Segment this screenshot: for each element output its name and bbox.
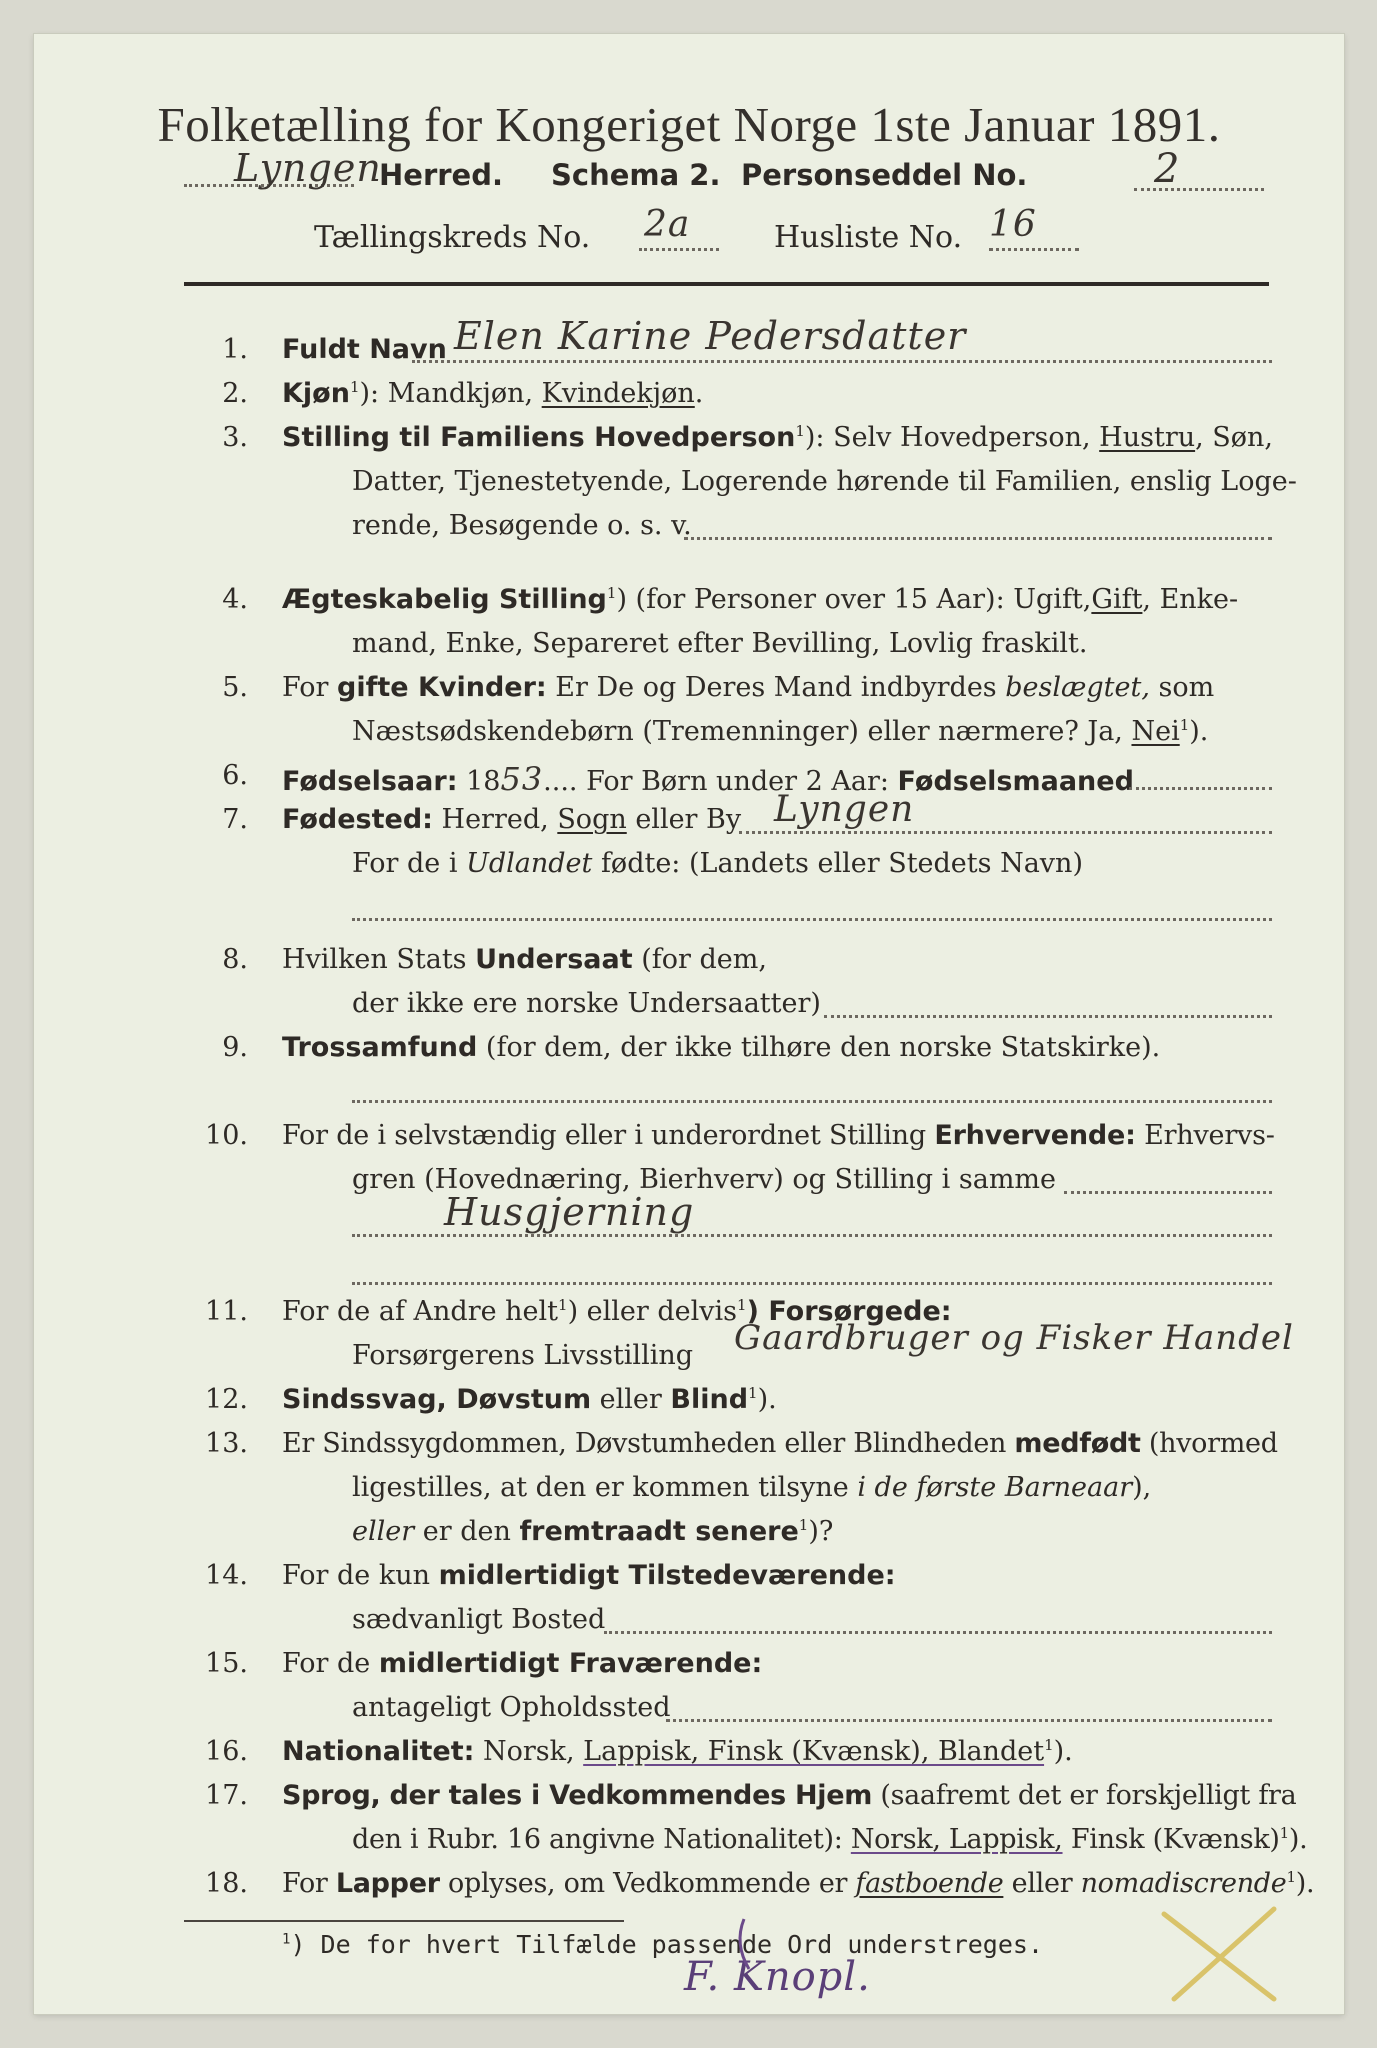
disability-end: ). bbox=[757, 1384, 777, 1415]
blind-label: Blind bbox=[670, 1384, 749, 1415]
personseddel-label: Personseddel No. bbox=[741, 158, 1028, 192]
married-end: ). bbox=[1189, 716, 1209, 747]
sex-selected: Kvindekjøn bbox=[541, 378, 695, 409]
item-number: 4. bbox=[222, 584, 248, 615]
usual-residence-dots bbox=[604, 1631, 1272, 1634]
schema-label: Schema 2. bbox=[551, 158, 721, 192]
footnote-ref: 1 bbox=[1279, 1824, 1289, 1842]
probable-stay-dots bbox=[666, 1719, 1272, 1722]
sami-settled: fastboende bbox=[855, 1868, 1004, 1899]
item-number: 12. bbox=[205, 1384, 248, 1415]
item-number: 6. bbox=[222, 760, 248, 791]
sami-nomadic: nomadiscrende bbox=[1080, 1868, 1287, 1899]
married-prefix: For bbox=[282, 672, 338, 703]
husliste-label: Husliste No. bbox=[774, 220, 963, 255]
item-number: 14. bbox=[205, 1560, 248, 1591]
name-dots bbox=[412, 360, 1272, 363]
item-number: 7. bbox=[222, 804, 248, 835]
occupation-dots-3 bbox=[352, 1282, 1272, 1285]
language-label: Sprog, der tales i Vedkommendes Hjem bbox=[282, 1780, 873, 1811]
form-title: Folketælling for Kongeriget Norge 1ste Januar 1891. bbox=[157, 97, 1221, 152]
or-word: eller bbox=[352, 1516, 415, 1547]
item-number: 8. bbox=[222, 944, 248, 975]
abroad-prefix: For de i bbox=[352, 848, 467, 879]
citizenship-dots bbox=[824, 1015, 1272, 1018]
nationality-end: ). bbox=[1053, 1736, 1073, 1767]
language-line-2 bbox=[352, 1824, 1307, 1855]
cross-mark-icon bbox=[1154, 1904, 1294, 2004]
citizenship-label: Undersaat bbox=[475, 944, 633, 975]
item-number: 16. bbox=[205, 1736, 248, 1767]
birthplace-value: Lyngen bbox=[774, 789, 915, 830]
religion-text: (for dem, der ikke tilhøre den norske Statskirke). bbox=[477, 1032, 1161, 1063]
birth-year-value: 53 bbox=[500, 760, 544, 798]
birthplace-label: Fødested: bbox=[282, 804, 433, 835]
married-text-end: som bbox=[1149, 672, 1215, 703]
temporary-absent-prefix: For de bbox=[282, 1648, 379, 1679]
item-number: 17. bbox=[205, 1780, 248, 1811]
early-childhood: i de første Barneaar bbox=[857, 1472, 1133, 1503]
item-number: 11. bbox=[205, 1296, 248, 1327]
item-number: 3. bbox=[222, 422, 248, 453]
congenital-line-2 bbox=[352, 1472, 1151, 1503]
congenital-text-3: er den bbox=[414, 1516, 520, 1547]
footnote-ref: 1 bbox=[798, 1516, 809, 1534]
birth-year-prefix: 18 bbox=[457, 766, 501, 797]
sex-label: Kjøn bbox=[282, 378, 350, 409]
abroad-text: fødte: (Landets eller Stedets Navn) bbox=[592, 848, 1083, 879]
item-number: 2. bbox=[222, 378, 248, 409]
congenital-text: (hvormed bbox=[1140, 1428, 1278, 1459]
kreds-dots bbox=[639, 248, 719, 251]
occupation-dots-2 bbox=[352, 1234, 1272, 1237]
sami-or: eller bbox=[1003, 1868, 1081, 1899]
temporary-present-label: midlertidigt Tilstedeværende: bbox=[438, 1560, 896, 1591]
husliste-value: 16 bbox=[989, 204, 1037, 245]
birthplace-line-2 bbox=[352, 848, 1083, 879]
occupation-text: Erhvervs- bbox=[1135, 1120, 1275, 1151]
occupation-label: Erhvervende: bbox=[934, 1120, 1136, 1151]
citizenship-line-2: der ikke ere norske Undersaatter) bbox=[352, 988, 821, 1019]
sami-text: oplyses, om Vedkommende er bbox=[439, 1868, 856, 1899]
married-text: Er De og Deres Mand indbyrdes bbox=[546, 672, 1006, 703]
birthplace-text: Herred, bbox=[432, 804, 558, 835]
nationality-selected: Lappisk, Finsk (Kvænsk), Blandet bbox=[583, 1736, 1045, 1767]
citizenship-text: (for dem, bbox=[632, 944, 767, 975]
disability-text: eller bbox=[591, 1384, 671, 1415]
census-form bbox=[34, 34, 1344, 2014]
header-rule bbox=[184, 282, 1269, 286]
footnote-ref: 1 bbox=[795, 422, 805, 440]
full-name-value: Elen Karine Pedersdatter bbox=[454, 314, 967, 358]
occupation-value: Husgjerning bbox=[444, 1190, 695, 1234]
footnote-rule bbox=[184, 1920, 624, 1922]
relation-dots bbox=[684, 537, 1272, 540]
probable-stay-label: antageligt Opholdssted bbox=[352, 1692, 671, 1723]
item-number: 18. bbox=[205, 1868, 248, 1899]
birth-month-dots bbox=[1129, 787, 1272, 790]
congenital-line-3 bbox=[352, 1516, 833, 1547]
footnote-ref: 1 bbox=[349, 378, 360, 396]
herred-value: Lyngen bbox=[234, 146, 382, 190]
item-number: 1. bbox=[222, 334, 248, 365]
religion-dots bbox=[352, 1100, 1272, 1103]
language-text-2: den i Rubr. 16 angivne Nationalitet): bbox=[352, 1824, 851, 1855]
provided-label: ) Forsørgede: bbox=[746, 1296, 952, 1327]
personseddel-value: 2 bbox=[1154, 146, 1181, 192]
temporary-present-prefix: For de kun bbox=[282, 1560, 439, 1591]
marital-line-2: mand, Enke, Separeret efter Bevilling, Lovlig fraskilt. bbox=[352, 628, 1088, 659]
footnote-ref: 1 bbox=[1286, 1868, 1296, 1886]
married-related: beslægtet, bbox=[1005, 672, 1150, 703]
full-name-label: Fuldt Navn bbox=[282, 334, 447, 365]
relation-line-3: rende, Besøgende o. s. v. bbox=[352, 510, 692, 541]
disability-label: Sindssvag, Døvstum bbox=[282, 1384, 592, 1415]
footnote-text: ) De for hvert Tilfælde passende Ord understreges. bbox=[290, 1930, 1044, 1959]
nationality-options: Norsk, bbox=[474, 1736, 584, 1767]
relation-selected: Hustru bbox=[1099, 422, 1196, 453]
birth-year-label: Fødselsaar: bbox=[282, 766, 458, 797]
footnote-ref: 1 bbox=[737, 1296, 747, 1314]
item-number: 13. bbox=[205, 1428, 248, 1459]
abroad-word: Udlandet bbox=[466, 848, 593, 879]
kreds-label: Tællingskreds No. bbox=[314, 220, 591, 255]
congenital-prefix: Er Sindssygdommen, Døvstumheden eller Blindheden bbox=[282, 1428, 1015, 1459]
usual-residence-label: sædvanligt Bosted bbox=[352, 1604, 606, 1635]
footnote-ref: 1 bbox=[1044, 1736, 1054, 1754]
personseddel-dots bbox=[1134, 188, 1264, 191]
pencil-stroke-icon bbox=[724, 1914, 764, 1974]
later-label: fremtraadt senere bbox=[519, 1516, 799, 1547]
provider-value: Gaardbruger og Fisker Handel bbox=[734, 1318, 1294, 1358]
relation-text: ): Selv Hovedperson, bbox=[804, 422, 1100, 453]
congenital-label: medfødt bbox=[1014, 1428, 1141, 1459]
footnote-ref: 1 bbox=[558, 1296, 568, 1314]
congenital-text-2-end: ), bbox=[1132, 1472, 1152, 1503]
sami-label: Lapper bbox=[335, 1868, 440, 1899]
birth-month-text: .... For Børn under 2 Aar: bbox=[543, 766, 898, 797]
language-text: (saafremt det er forskjelligt fra bbox=[872, 1780, 1297, 1811]
occupation-line-2: gren (Hovednæring, Bierhverv) og Stilling i samme bbox=[352, 1164, 1057, 1195]
nationality-label: Nationalitet: bbox=[282, 1736, 475, 1767]
footnote bbox=[282, 1930, 1043, 1959]
sami-prefix: For bbox=[282, 1868, 336, 1899]
marital-text: ) (for Personer over 15 Aar): Ugift, bbox=[616, 584, 1092, 615]
congenital-end: )? bbox=[808, 1516, 834, 1547]
birthplace-selected: Sogn bbox=[557, 804, 627, 835]
footnote-ref: 1 bbox=[1179, 716, 1190, 734]
item-number: 9. bbox=[222, 1032, 248, 1063]
married-question: Næstsødskendebørn (Tremenninger) eller nærmere? Ja, bbox=[352, 716, 1132, 747]
sex-end: . bbox=[694, 378, 704, 409]
relation-line-2: Datter, Tjenestetyende, Logerende hørende til Familien, enslig Loge- bbox=[352, 466, 1297, 497]
language-selected: Norsk, Lappisk, bbox=[850, 1824, 1063, 1855]
herred-label: Herred. bbox=[379, 158, 503, 192]
item-number: 5. bbox=[222, 672, 248, 703]
occupation-dots-1 bbox=[1064, 1191, 1272, 1194]
abroad-dots bbox=[352, 918, 1272, 921]
footnote-ref: 1 bbox=[748, 1384, 758, 1402]
married-women-label: gifte Kvinder: bbox=[337, 672, 547, 703]
provider-line: Forsørgerens Livsstilling bbox=[352, 1340, 694, 1371]
language-end: ). bbox=[1288, 1824, 1308, 1855]
language-text-3: Finsk (Kvænsk) bbox=[1062, 1824, 1280, 1855]
birth-month-label: Fødselsmaaned bbox=[897, 766, 1134, 797]
marital-text-end: , Enke- bbox=[1142, 584, 1239, 615]
footnote-sup: 1 bbox=[282, 1931, 291, 1948]
item-number: 15. bbox=[205, 1648, 248, 1679]
signature: F. Knopl. bbox=[684, 1954, 871, 2000]
provided-prefix: For de af Andre helt bbox=[282, 1296, 559, 1327]
relation-text-end: , Søn, bbox=[1195, 422, 1273, 453]
marital-label: Ægteskabelig Stilling bbox=[282, 584, 607, 615]
married-selected: Nei bbox=[1131, 716, 1180, 747]
provided-text: ) eller delvis bbox=[567, 1296, 738, 1327]
citizenship-prefix: Hvilken Stats bbox=[282, 944, 476, 975]
congenital-text-2: ligestilles, at den er kommen tilsyne bbox=[352, 1472, 858, 1503]
temporary-absent-label: midlertidigt Fraværende: bbox=[378, 1648, 763, 1679]
occupation-prefix: For de i selvstændig eller i underordnet Stilling bbox=[282, 1120, 935, 1151]
birthplace-dots bbox=[739, 831, 1272, 834]
married-line-2 bbox=[352, 716, 1208, 747]
item-number: 10. bbox=[205, 1120, 248, 1151]
religion-label: Trossamfund bbox=[282, 1032, 478, 1063]
footnote-ref: 1 bbox=[606, 584, 617, 602]
husliste-dots bbox=[989, 248, 1079, 251]
sex-options: ): Mandkjøn, bbox=[359, 378, 542, 409]
sami-end: ). bbox=[1295, 1868, 1315, 1899]
birthplace-text-end: eller By bbox=[626, 804, 742, 835]
relation-label: Stilling til Familiens Hovedperson bbox=[282, 422, 796, 453]
marital-selected: Gift bbox=[1091, 584, 1143, 615]
kreds-value: 2a bbox=[644, 204, 691, 245]
